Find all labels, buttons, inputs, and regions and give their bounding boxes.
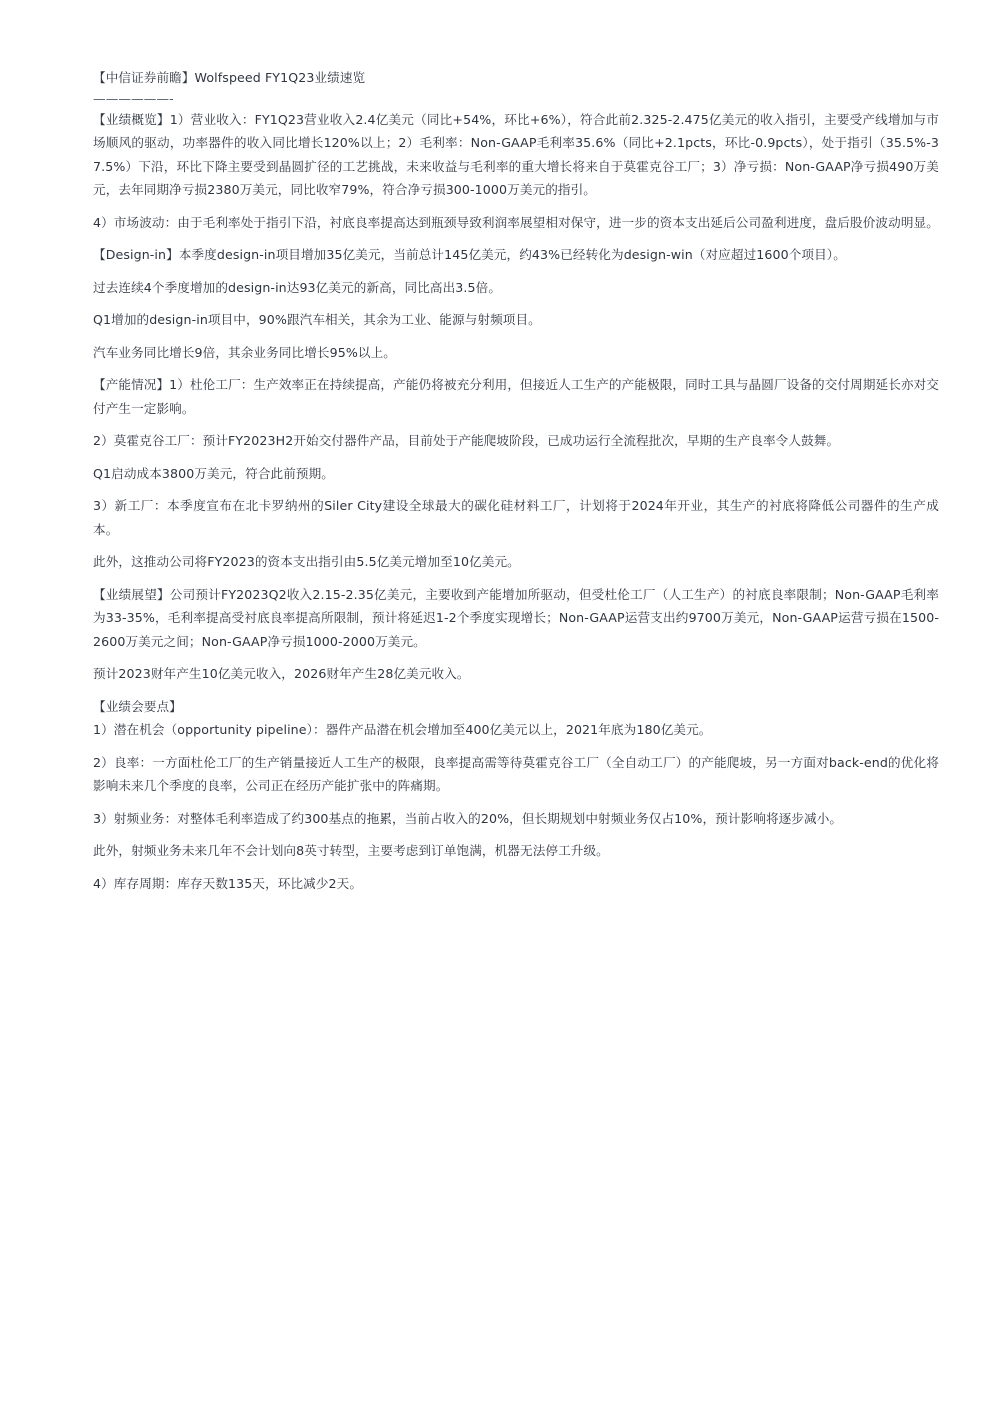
paragraph-auto-growth: 汽车业务同比增长9倍，其余业务同比增长95%以上。	[93, 344, 396, 360]
document-title: 【中信证券前瞻】Wolfspeed FY1Q23业绩速览	[93, 70, 366, 85]
paragraph-design-in: 【Design-in】本季度design-in项目增加35亿美元，当前总计145亿美元，约43%已经转化为design-win（对应超过1600个项目）。	[93, 247, 846, 262]
paragraph-capacity-durham: 【产能情况】1）杜伦工厂：生产效率正在持续提高，产能仍将被充分利用，但接近人工生产的产能极限，同时工具与晶圆厂设备的交付周期延长亦对交付产生一定影响。	[93, 377, 939, 416]
document-page	[93, 66, 939, 904]
paragraph-rf-8inch: 此外，射频业务未来几年不会计划向8英寸转型，主要考虑到订单饱满，机器无法停工升级。	[93, 843, 609, 858]
paragraph-startup-cost: Q1启动成本3800万美元，符合此前预期。	[93, 465, 334, 481]
paragraph-capex: 此外，这推动公司将FY2023的资本支出指引由5.5亿美元增加至10亿美元。	[93, 554, 520, 569]
paragraph-market-volatility: 4）市场波动：由于毛利率处于指引下沿，衬底良率提高达到瓶颈导致利润率展望相对保守，进一步的资本支出延后公司盈利进度，盘后股价波动明显。	[93, 214, 939, 230]
paragraph-design-in-auto: Q1增加的design-in项目中，90%跟汽车相关，其余为工业、能源与射频项目。	[93, 312, 541, 327]
paragraph-design-in-record: 过去连续4个季度增加的design-in达93亿美元的新高，同比高出3.5倍。	[93, 279, 502, 295]
paragraph-results-overview: 【业绩概览】1）营业收入：FY1Q23营业收入2.4亿美元（同比+54%，环比+6%），符合此前2.325-2.475亿美元的收入指引，主要受产线增加与市场顺风的驱动，功率器件的收入同比增长120%以上；2）毛利率：Non-GAAP毛利率35.6%（同比+2.1pcts，环比-0.9pcts），处于指引（35.5%-37.5%）下沿，环比下降主要受到晶圆扩径的工艺挑战，未来收益与毛利率的重大增长将来自于莫霍克谷工厂；3）净亏损：Non-GAAP净亏损490万美元，去年同期净亏损2380万美元，同比收窄79%，符合净亏损300-1000万美元的指引。	[93, 111, 939, 197]
paragraph-yield: 2）良率：一方面杜伦工厂的生产销量接近人工生产的极限，良率提高需等待莫霍克谷工厂（全自动工厂）的产能爬坡，另一方面对back-end的优化将影响未来几个季度的良率，公司正在经历产能扩张中的阵痛期。	[93, 754, 939, 793]
paragraph-revenue-forecast: 预计2023财年产生10亿美元收入，2026财年产生28亿美元收入。	[93, 666, 470, 681]
paragraph-rf-business: 3）射频业务：对整体毛利率造成了约300基点的拖累，当前占收入的20%，但长期规划中射频业务仅占10%，预计影响将逐步减小。	[93, 810, 843, 826]
paragraph-opportunity-pipeline: 1）潜在机会（opportunity pipeline）：器件产品潜在机会增加至400亿美元以上，2021年底为180亿美元。	[93, 722, 712, 737]
paragraph-inventory: 4）库存周期：库存天数135天，环比减少2天。	[93, 875, 363, 891]
section-heading-call-highlights: 【业绩会要点】	[93, 698, 182, 714]
paragraph-outlook: 【业绩展望】公司预计FY2023Q2收入2.15-2.35亿美元，主要收到产能增加所驱动，但受杜伦工厂（人工生产）的衬底良率限制；Non-GAAP毛利率为33-35%，毛利率提高受衬底良率提高所限制，预计将延迟1-2个季度实现增长；Non-GAAP运营支出约9700万美元，Non-GAAP运营亏损在1500-2600万美元之间；Non-GAAP净亏损1000-2000万美元。	[93, 586, 939, 649]
title-divider: ——————-	[93, 90, 174, 106]
paragraph-capacity-mohawk: 2）莫霍克谷工厂：预计FY2023H2开始交付器件产品，目前处于产能爬坡阶段，已成功运行全流程批次，早期的生产良率令人鼓舞。	[93, 433, 840, 448]
paragraph-new-factory: 3）新工厂：本季度宣布在北卡罗纳州的Siler City建设全球最大的碳化硅材料工厂，计划将于2024年开业，其生产的衬底将降低公司器件的生产成本。	[93, 498, 939, 537]
